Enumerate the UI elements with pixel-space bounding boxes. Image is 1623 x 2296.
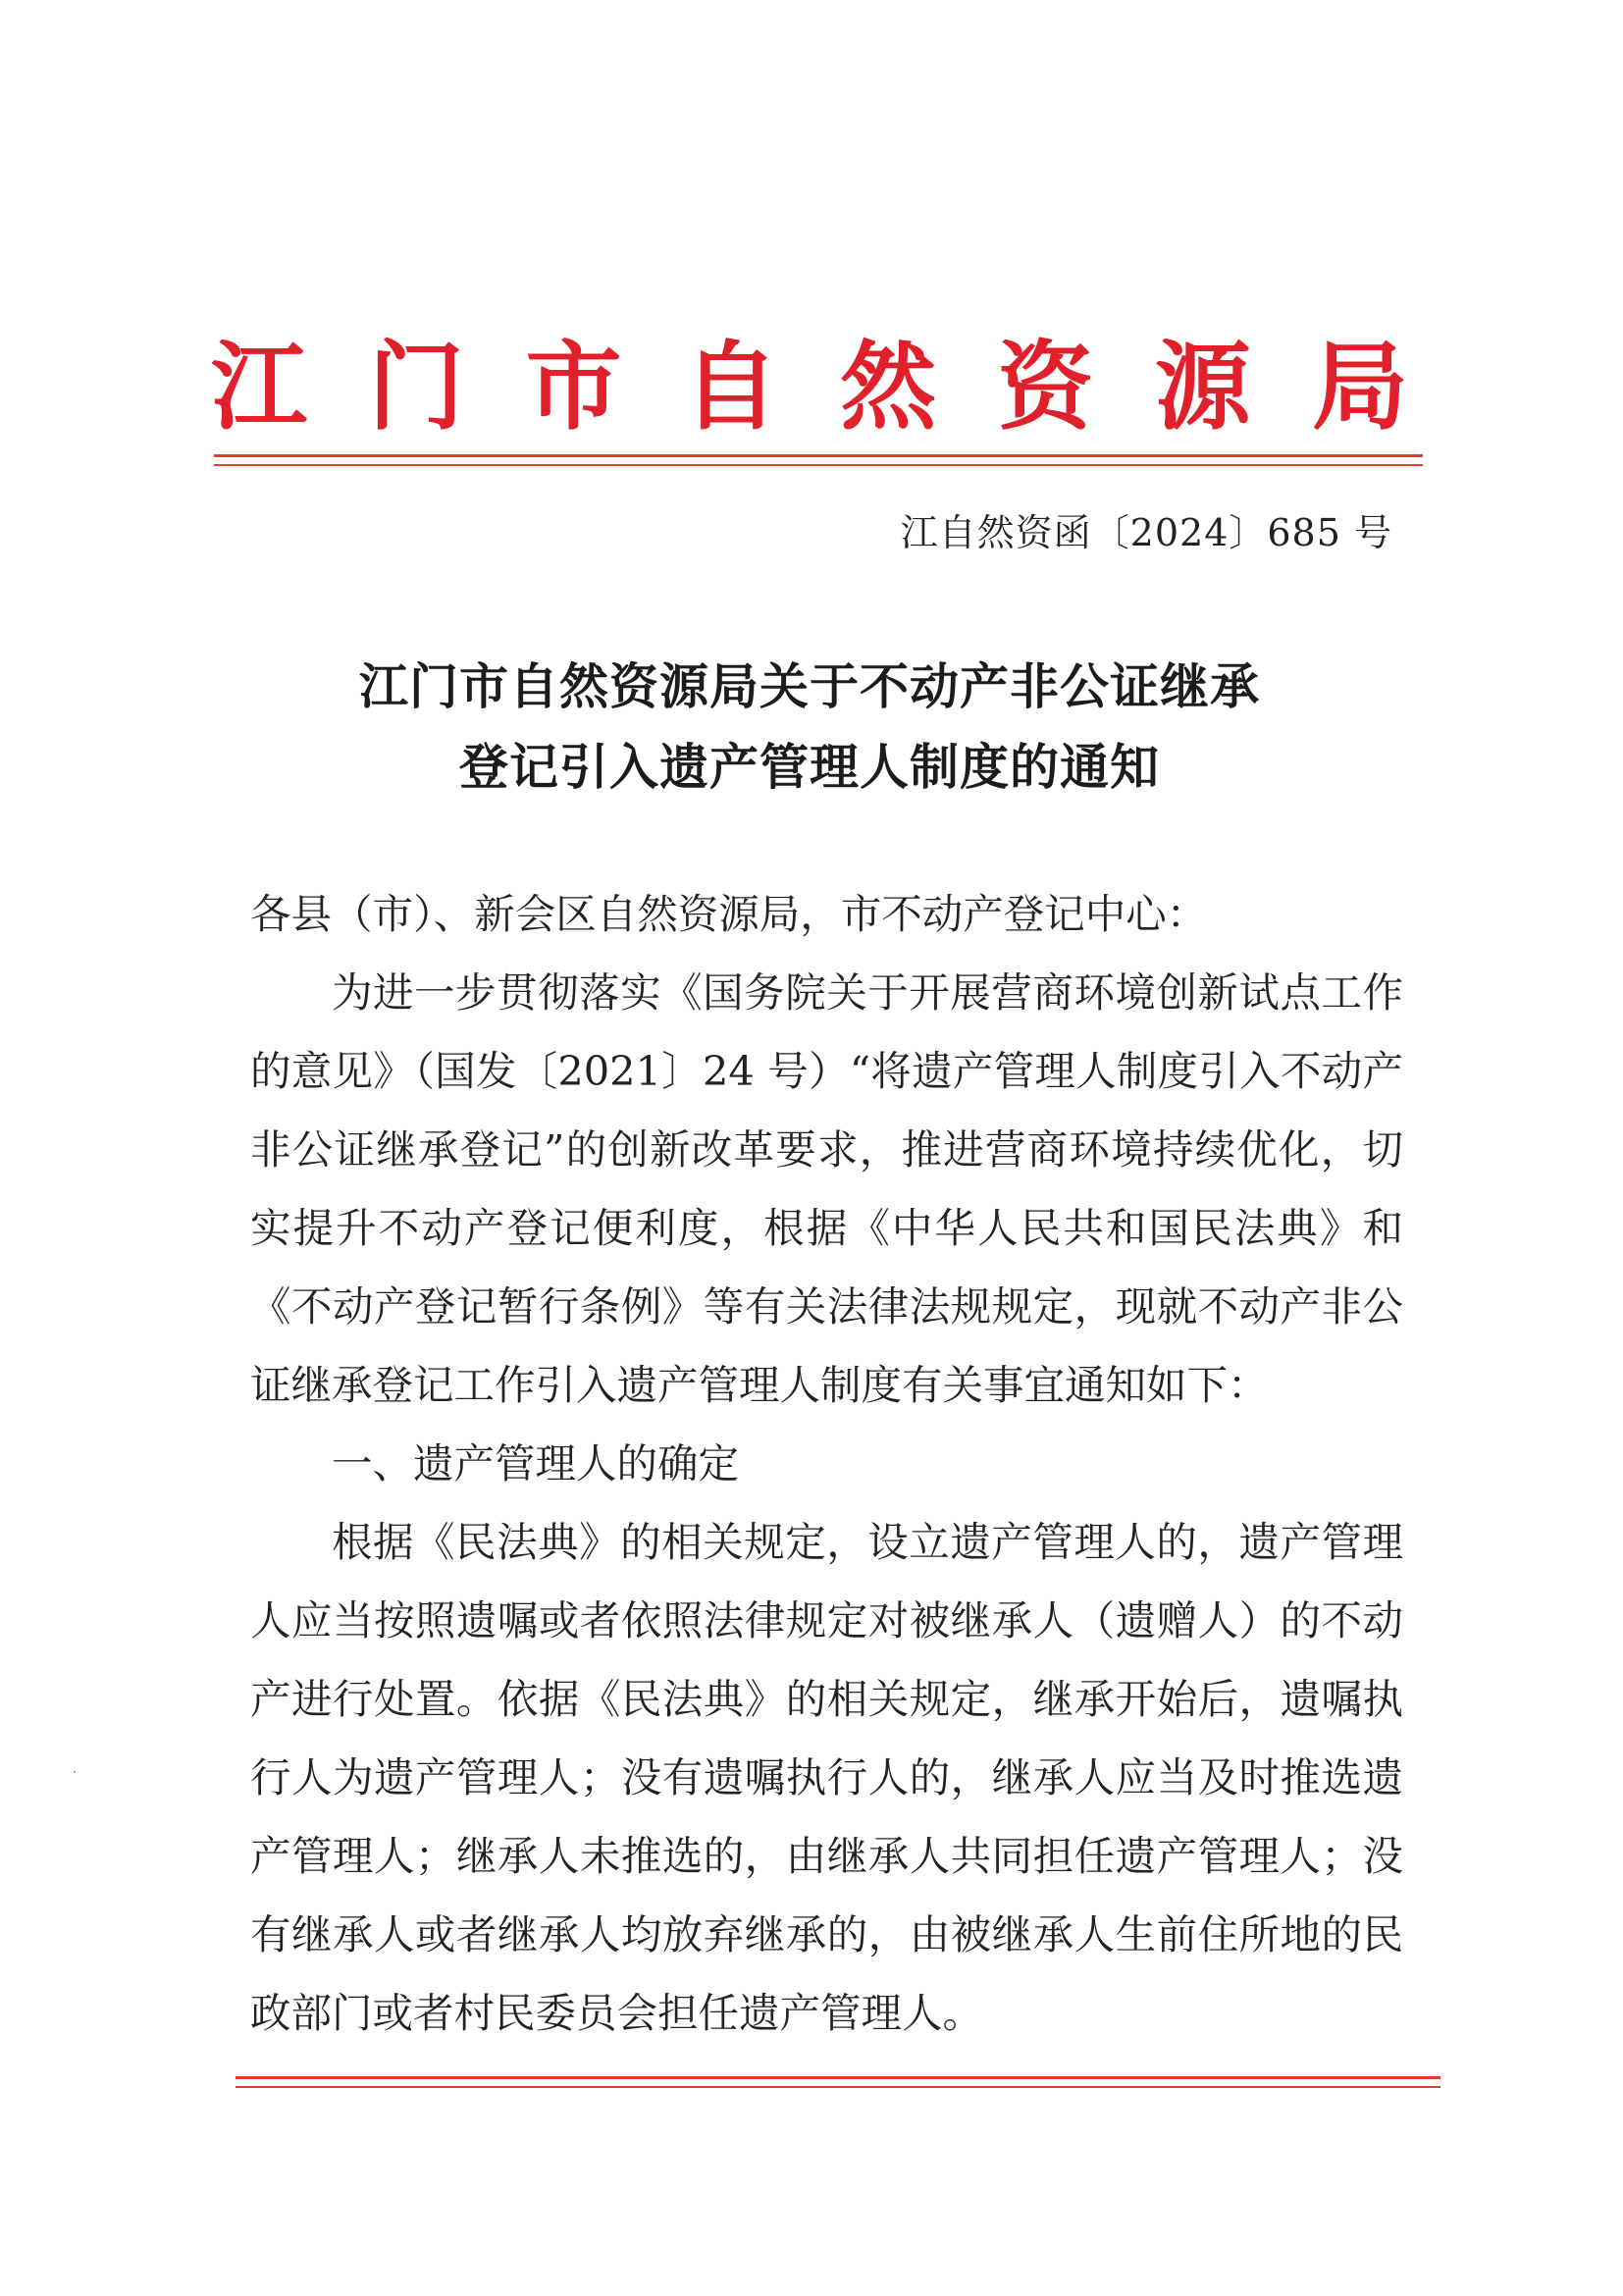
footer-rule-top (236, 2076, 1440, 2079)
letterhead-char: 市 (525, 332, 622, 444)
paragraph: 根据《民法典》的相关规定，设立遗产管理人的，遗产管理人应当按照遗嘱或者依照法律规定对被继承人（遗赠人）的不动产进行处置。依据《民法典》的相关规定，继承开始后，遗嘱执行人为遗产管理人；没有遗嘱执行人的，继承人应当及时推选遗产管理人；继承人未推选的，由继承人共同担任遗产管理人；没有继承人或者继承人均放弃继承的，由被继承人生前住所地的民政部门或者村民委员会担任遗产管理人。 (250, 1518, 1403, 2037)
letterhead-char: 源 (1154, 332, 1251, 444)
letterhead-char: 门 (368, 332, 465, 444)
letterhead-char: 然 (840, 332, 937, 444)
letterhead-char: 资 (997, 332, 1094, 444)
section-heading: 一、遗产管理人的确定 (332, 1439, 740, 1487)
letterhead-char: 局 (1311, 332, 1408, 444)
title-line-2: 登记引入遗产管理人制度的通知 (459, 738, 1160, 796)
footer-rule-bottom (236, 2086, 1440, 2088)
paragraph: 为进一步贯彻落实《国务院关于开展营商环境创新试点工作的意见》（国发〔2021〕24 号）“将遗产管理人制度引入不动产非公证继承登记”的创新改革要求，推进营商环境持续优化，切实提升不动产登记便利度，根据《中华人民共和国民法典》和《不动产登记暂行条例》等有关法律法规规定，现就不动产非公证继承登记工作引入遗产管理人制度有关事宜通知如下： (250, 968, 1403, 1409)
header-rule-bottom (214, 464, 1423, 466)
addressee: 各县（市）、新会区自然资源局，市不动产登记中心： (250, 890, 1208, 938)
letterhead (211, 329, 1408, 446)
header-rule-top (214, 454, 1423, 457)
document-number: 江自然资函〔2024〕685 号 (900, 511, 1392, 554)
title-line-1: 江门市自然资源局关于不动产非公证继承 (359, 657, 1260, 715)
letterhead-char: 江 (211, 332, 308, 444)
body-text (250, 875, 1403, 2053)
letterhead-char: 自 (682, 332, 779, 444)
scan-speck (74, 1771, 76, 1773)
